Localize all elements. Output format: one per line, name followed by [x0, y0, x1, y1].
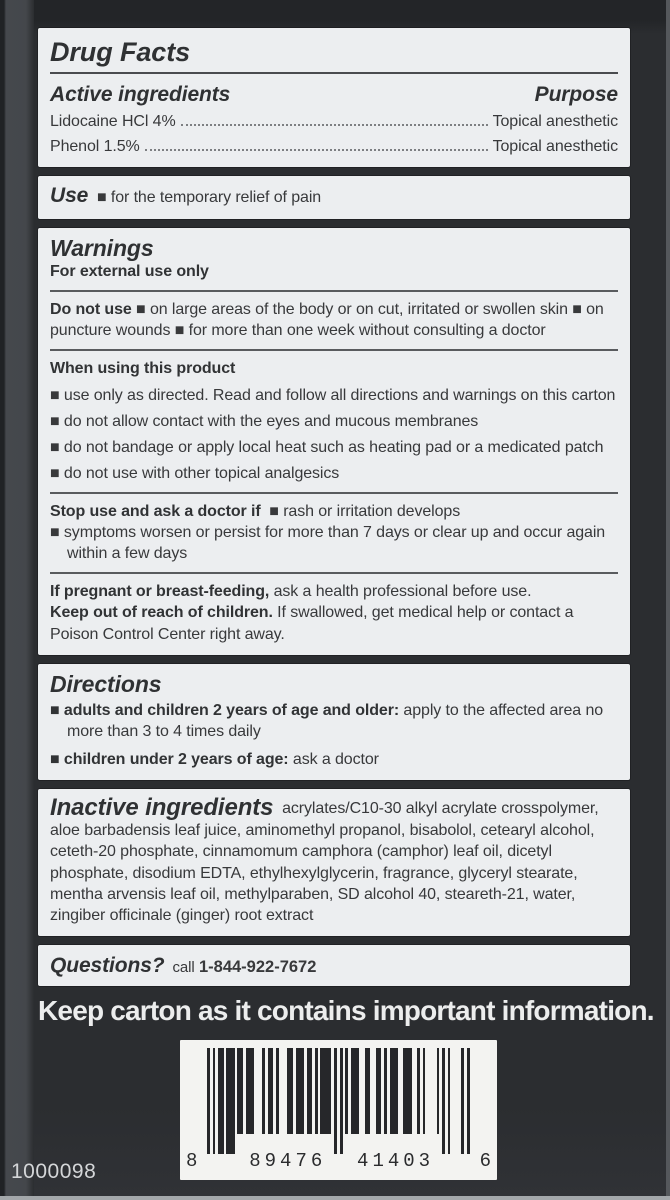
warnings-heading: Warnings — [50, 234, 154, 261]
external-use-text: For external use only — [50, 263, 209, 281]
active-ingredients-heading: Active ingredients — [50, 83, 231, 107]
when-using-item: ■ do not use with other topical analgesics — [50, 464, 340, 482]
inactive-ingredients-heading: Inactive ingredients — [50, 794, 274, 822]
ingredient-purpose: Topical anesthetic — [492, 138, 618, 156]
divider — [50, 492, 618, 494]
use-line — [50, 183, 618, 208]
when-using-item: ■ do not bandage or apply local heat such as heating pad or a medicated patch — [50, 438, 604, 456]
barcode-digits-left: 89476 — [249, 1150, 327, 1172]
questions-heading: Questions? — [50, 953, 165, 977]
use-heading: Use — [50, 184, 89, 208]
pregnant-block — [50, 581, 618, 602]
carton-bottom-edge — [0, 1196, 670, 1200]
divider — [50, 572, 618, 574]
children-lead: Keep out of reach of children. — [50, 604, 273, 622]
when-using-item: ■ use only as directed. Read and follow all directions and warnings on this carton — [50, 386, 616, 404]
keep-carton-text: Keep carton as it contains important information. — [38, 994, 654, 1026]
item-number: 1000098 — [11, 1160, 97, 1183]
stop-use-block — [50, 501, 618, 522]
directions-item-text: ask a doctor — [292, 751, 379, 769]
dotted-leader — [181, 123, 488, 126]
directions-item-lead: ■ children under 2 years of age: — [50, 751, 289, 769]
divider — [50, 349, 618, 351]
directions-item-lead: ■ adults and children 2 years of age and older: — [50, 702, 400, 720]
divider — [50, 290, 618, 292]
when-using-item: ■ do not allow contact with the eyes and mucous membranes — [50, 412, 479, 430]
label-content — [38, 28, 654, 1027]
children-block — [50, 602, 618, 644]
upc-barcode — [180, 1040, 497, 1180]
purpose-heading: Purpose — [534, 83, 618, 107]
directions-item — [50, 700, 618, 742]
directions-item-text: apply to the affected area no more than 3 to 4 times daily — [67, 702, 604, 741]
do-not-use-block — [50, 299, 618, 341]
phone-number: 1-844-922-7672 — [198, 957, 317, 976]
barcode-bar-module — [467, 1048, 470, 1154]
barcode-digit-first: 8 — [186, 1150, 198, 1172]
drug-facts-panel — [38, 28, 630, 167]
inactive-ingredients-block — [50, 796, 618, 926]
inactive-ingredients-text: acrylates/C10-30 alkyl acrylate crosspolymer, aloe barbadensis leaf juice, aminomethyl propanol, bisabolol, cetearyl alcohol, ceteth-20 phosphate, cinnamomum camphora (camphor) leaf oil, dicetyl phosphate, disodium EDTA, ethylhexylglycerin, fragrance, glyceryl stearate, mentha arvensis leaf oil, methylparaben, SD alcohol 40, steareth-21, water, zingiber officinale (ginger) root extract — [50, 800, 599, 924]
do-not-use-text: ■ on large areas of the body or on cut, irritated or swollen skin ■ on puncture wounds ■ for more than one week without consulting a doctor — [50, 301, 604, 340]
when-using-heading: When using this product — [50, 360, 236, 378]
carton-right-edge — [666, 0, 670, 1200]
inactive-ingredients-panel — [38, 789, 630, 936]
questions-row — [50, 950, 618, 980]
directions-panel — [38, 664, 630, 781]
carton-left-edge — [0, 0, 34, 1200]
ingredient-row — [50, 136, 618, 157]
barcode-bars — [207, 1048, 470, 1162]
warnings-panel — [38, 228, 630, 655]
use-text: ■ for the temporary relief of pain — [96, 189, 322, 207]
barcode-digits-right: 41403 — [357, 1150, 435, 1172]
pregnant-lead: If pregnant or breast-feeding, — [50, 583, 270, 601]
stop-use-first: ■ rash or irritation develops — [269, 502, 461, 520]
directions-item — [50, 749, 618, 770]
stop-use-second: ■ symptoms worsen or persist for more than 7 days or clear up and occur again within a few days — [50, 524, 606, 563]
pregnant-text: ask a health professional before use. — [273, 583, 532, 601]
active-ingredients-header-row — [50, 82, 618, 107]
ingredient-name: Phenol 1.5% — [50, 138, 140, 156]
ingredient-purpose: Topical anesthetic — [492, 113, 618, 131]
do-not-use-lead: Do not use — [50, 301, 132, 319]
children-text: If swallowed, get medical help or contact a Poison Control Center right away. — [50, 604, 574, 643]
title-divider — [50, 72, 618, 74]
directions-heading: Directions — [50, 670, 162, 697]
questions-panel — [38, 945, 630, 986]
stop-use-lead: Stop use and ask a doctor if — [50, 502, 261, 520]
dotted-leader — [145, 148, 488, 151]
barcode-digit-last: 6 — [479, 1150, 491, 1172]
drug-facts-title: Drug Facts — [50, 37, 191, 67]
ingredient-row — [50, 111, 618, 132]
questions-call: call 1-844-922-7672 — [172, 957, 317, 976]
use-panel — [38, 176, 630, 218]
ingredient-name: Lidocaine HCl 4% — [50, 113, 176, 131]
